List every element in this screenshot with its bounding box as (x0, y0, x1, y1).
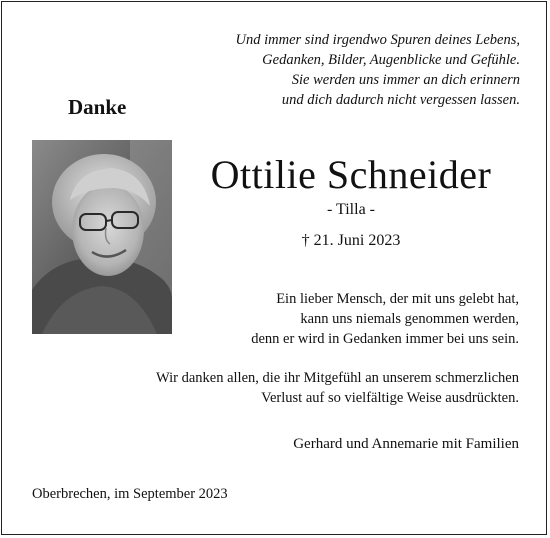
danke-heading: Danke (68, 95, 127, 119)
death-date: † 21. Juni 2023 (301, 232, 401, 249)
quote-line: denn er wird in Gedanken immer bei uns sein. (251, 331, 519, 347)
poem-line: Sie werden uns immer an dich erinnern (291, 72, 520, 88)
poem-line: und dich dadurch nicht vergessen lassen. (281, 92, 520, 108)
poem-line: Gedanken, Bilder, Augenblicke und Gefühle. (262, 52, 520, 68)
place-and-date: Oberbrechen, im September 2023 (32, 486, 228, 502)
memorial-poem (160, 30, 520, 110)
memorial-quote (251, 289, 519, 349)
poem-line: Und immer sind irgendwo Spuren deines Lebens, (235, 32, 520, 48)
deceased-nickname: - Tilla - (326, 201, 375, 218)
quote-line: kann uns niemals genommen werden, (300, 311, 519, 327)
deceased-name: Ottilie Schneider (210, 152, 492, 197)
thanks-line: Verlust auf so vielfältige Weise ausdrückten. (261, 390, 519, 406)
thanks-text (156, 368, 519, 408)
portrait-photo (32, 140, 172, 334)
family-signature: Gerhard und Annemarie mit Familien (293, 436, 519, 452)
quote-line: Ein lieber Mensch, der mit uns gelebt hat, (276, 291, 519, 307)
thanks-line: Wir danken allen, die ihr Mitgefühl an unserem schmerzlichen (156, 370, 519, 386)
